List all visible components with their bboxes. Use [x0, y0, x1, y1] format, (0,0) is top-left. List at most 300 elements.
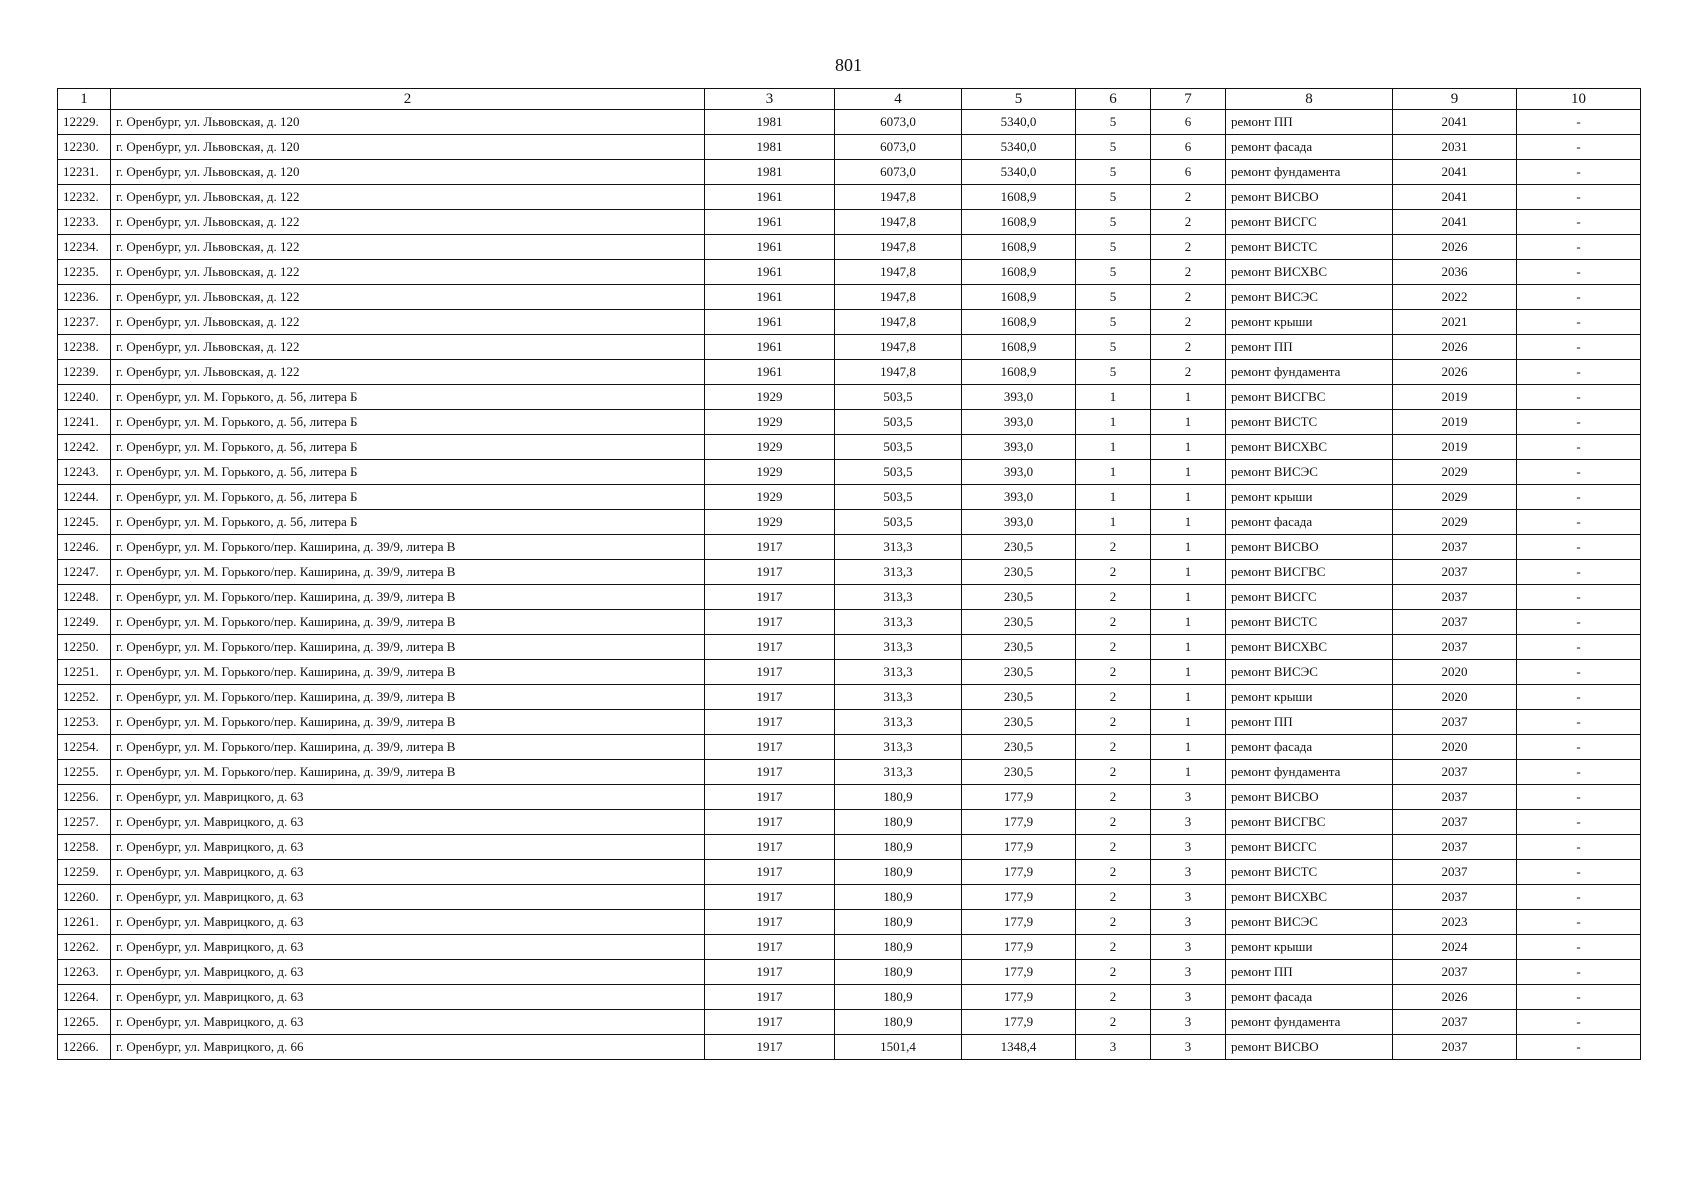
cell-year-built: 1917: [705, 710, 835, 735]
cell-notes: -: [1517, 910, 1641, 935]
cell-row-number: 12230.: [58, 135, 111, 160]
cell-year-built: 1917: [705, 910, 835, 935]
cell-year-built: 1917: [705, 960, 835, 985]
cell-entrances: 6: [1151, 160, 1226, 185]
cell-floors: 2: [1076, 560, 1151, 585]
cell-address: г. Оренбург, ул. Маврицкого, д. 63: [111, 1010, 705, 1035]
cell-total-area: 180,9: [835, 1010, 962, 1035]
cell-row-number: 12237.: [58, 310, 111, 335]
cell-total-area: 180,9: [835, 935, 962, 960]
cell-work-type: ремонт крыши: [1226, 310, 1393, 335]
cell-work-type: ремонт ПП: [1226, 710, 1393, 735]
cell-notes: -: [1517, 360, 1641, 385]
cell-total-area: 180,9: [835, 910, 962, 935]
cell-planned-year: 2037: [1393, 785, 1517, 810]
table-row: [58, 410, 1641, 435]
cell-planned-year: 2037: [1393, 960, 1517, 985]
cell-total-area: 503,5: [835, 510, 962, 535]
cell-row-number: 12229.: [58, 110, 111, 135]
cell-floors: 2: [1076, 760, 1151, 785]
cell-total-area: 180,9: [835, 885, 962, 910]
cell-planned-year: 2037: [1393, 1035, 1517, 1060]
table-row: [58, 835, 1641, 860]
table-row: [58, 985, 1641, 1010]
cell-floors: 2: [1076, 960, 1151, 985]
cell-work-type: ремонт ВИСТС: [1226, 235, 1393, 260]
cell-row-number: 12250.: [58, 635, 111, 660]
cell-row-number: 12236.: [58, 285, 111, 310]
cell-work-type: ремонт ВИСЭС: [1226, 910, 1393, 935]
cell-total-area: 313,3: [835, 560, 962, 585]
table-row: [58, 360, 1641, 385]
cell-notes: -: [1517, 785, 1641, 810]
cell-row-number: 12255.: [58, 760, 111, 785]
table-row: [58, 335, 1641, 360]
cell-year-built: 1917: [705, 785, 835, 810]
cell-address: г. Оренбург, ул. М. Горького/пер. Каширина, д. 39/9, литера В: [111, 560, 705, 585]
cell-living-area: 1608,9: [962, 360, 1076, 385]
cell-address: г. Оренбург, ул. Маврицкого, д. 63: [111, 935, 705, 960]
cell-address: г. Оренбург, ул. М. Горького, д. 5б, литера Б: [111, 460, 705, 485]
cell-total-area: 6073,0: [835, 135, 962, 160]
cell-planned-year: 2019: [1393, 410, 1517, 435]
cell-address: г. Оренбург, ул. Маврицкого, д. 63: [111, 835, 705, 860]
cell-row-number: 12265.: [58, 1010, 111, 1035]
cell-floors: 5: [1076, 110, 1151, 135]
cell-floors: 1: [1076, 460, 1151, 485]
cell-entrances: 2: [1151, 235, 1226, 260]
cell-notes: -: [1517, 160, 1641, 185]
cell-planned-year: 2020: [1393, 660, 1517, 685]
cell-total-area: 1947,8: [835, 310, 962, 335]
cell-total-area: 180,9: [835, 810, 962, 835]
cell-living-area: 230,5: [962, 635, 1076, 660]
table-row: [58, 735, 1641, 760]
cell-total-area: 503,5: [835, 460, 962, 485]
cell-planned-year: 2037: [1393, 860, 1517, 885]
cell-year-built: 1961: [705, 185, 835, 210]
cell-entrances: 1: [1151, 710, 1226, 735]
cell-total-area: 180,9: [835, 985, 962, 1010]
cell-total-area: 1947,8: [835, 235, 962, 260]
cell-planned-year: 2037: [1393, 1010, 1517, 1035]
cell-work-type: ремонт крыши: [1226, 685, 1393, 710]
table-row: [58, 810, 1641, 835]
cell-work-type: ремонт ВИСЭС: [1226, 460, 1393, 485]
cell-entrances: 2: [1151, 335, 1226, 360]
cell-floors: 5: [1076, 335, 1151, 360]
cell-living-area: 177,9: [962, 835, 1076, 860]
page-number: 801: [835, 55, 862, 75]
cell-row-number: 12253.: [58, 710, 111, 735]
cell-floors: 2: [1076, 935, 1151, 960]
cell-floors: 2: [1076, 910, 1151, 935]
cell-entrances: 1: [1151, 535, 1226, 560]
cell-address: г. Оренбург, ул. Львовская, д. 122: [111, 185, 705, 210]
cell-living-area: 177,9: [962, 810, 1076, 835]
cell-address: г. Оренбург, ул. М. Горького/пер. Каширина, д. 39/9, литера В: [111, 710, 705, 735]
cell-floors: 2: [1076, 860, 1151, 885]
cell-work-type: ремонт фундамента: [1226, 760, 1393, 785]
cell-planned-year: 2041: [1393, 110, 1517, 135]
cell-address: г. Оренбург, ул. М. Горького/пер. Каширина, д. 39/9, литера В: [111, 760, 705, 785]
cell-planned-year: 2024: [1393, 935, 1517, 960]
cell-total-area: 180,9: [835, 835, 962, 860]
cell-year-built: 1917: [705, 660, 835, 685]
cell-floors: 5: [1076, 260, 1151, 285]
column-header-9: 9: [1393, 89, 1517, 110]
cell-floors: 2: [1076, 535, 1151, 560]
table-row: [58, 610, 1641, 635]
cell-row-number: 12259.: [58, 860, 111, 885]
cell-total-area: 180,9: [835, 785, 962, 810]
cell-row-number: 12256.: [58, 785, 111, 810]
cell-address: г. Оренбург, ул. Маврицкого, д. 63: [111, 810, 705, 835]
cell-planned-year: 2037: [1393, 885, 1517, 910]
cell-address: г. Оренбург, ул. М. Горького/пер. Каширина, д. 39/9, литера В: [111, 610, 705, 635]
cell-living-area: 230,5: [962, 610, 1076, 635]
cell-address: г. Оренбург, ул. Львовская, д. 120: [111, 160, 705, 185]
cell-notes: -: [1517, 410, 1641, 435]
cell-address: г. Оренбург, ул. М. Горького, д. 5б, литера Б: [111, 485, 705, 510]
cell-address: г. Оренбург, ул. Маврицкого, д. 63: [111, 860, 705, 885]
table-row: [58, 1010, 1641, 1035]
cell-row-number: 12258.: [58, 835, 111, 860]
cell-total-area: 313,3: [835, 660, 962, 685]
cell-total-area: 180,9: [835, 860, 962, 885]
cell-address: г. Оренбург, ул. Маврицкого, д. 66: [111, 1035, 705, 1060]
cell-entrances: 2: [1151, 185, 1226, 210]
cell-planned-year: 2037: [1393, 760, 1517, 785]
cell-living-area: 393,0: [962, 385, 1076, 410]
table-row: [58, 935, 1641, 960]
cell-planned-year: 2037: [1393, 635, 1517, 660]
column-header-1: 1: [58, 89, 111, 110]
cell-living-area: 177,9: [962, 985, 1076, 1010]
table-row: [58, 635, 1641, 660]
cell-living-area: 230,5: [962, 585, 1076, 610]
cell-living-area: 393,0: [962, 510, 1076, 535]
cell-year-built: 1917: [705, 985, 835, 1010]
cell-notes: -: [1517, 835, 1641, 860]
cell-entrances: 3: [1151, 985, 1226, 1010]
cell-address: г. Оренбург, ул. Маврицкого, д. 63: [111, 910, 705, 935]
cell-notes: -: [1517, 1035, 1641, 1060]
cell-living-area: 393,0: [962, 460, 1076, 485]
cell-notes: -: [1517, 710, 1641, 735]
cell-work-type: ремонт ВИСВО: [1226, 185, 1393, 210]
cell-address: г. Оренбург, ул. М. Горького/пер. Каширина, д. 39/9, литера В: [111, 685, 705, 710]
cell-address: г. Оренбург, ул. М. Горького/пер. Каширина, д. 39/9, литера В: [111, 635, 705, 660]
cell-work-type: ремонт ПП: [1226, 960, 1393, 985]
cell-row-number: 12238.: [58, 335, 111, 360]
table-row: [58, 385, 1641, 410]
cell-year-built: 1917: [705, 760, 835, 785]
column-header-2: 2: [111, 89, 705, 110]
cell-living-area: 5340,0: [962, 160, 1076, 185]
cell-year-built: 1917: [705, 810, 835, 835]
cell-living-area: 393,0: [962, 410, 1076, 435]
cell-year-built: 1917: [705, 535, 835, 560]
cell-total-area: 1947,8: [835, 285, 962, 310]
cell-notes: -: [1517, 985, 1641, 1010]
cell-notes: -: [1517, 485, 1641, 510]
cell-floors: 2: [1076, 660, 1151, 685]
cell-planned-year: 2041: [1393, 185, 1517, 210]
cell-entrances: 2: [1151, 360, 1226, 385]
cell-floors: 2: [1076, 685, 1151, 710]
cell-address: г. Оренбург, ул. Львовская, д. 122: [111, 310, 705, 335]
cell-planned-year: 2020: [1393, 685, 1517, 710]
cell-floors: 2: [1076, 1010, 1151, 1035]
cell-total-area: 503,5: [835, 410, 962, 435]
cell-year-built: 1917: [705, 610, 835, 635]
cell-planned-year: 2041: [1393, 160, 1517, 185]
column-header-4: 4: [835, 89, 962, 110]
cell-entrances: 2: [1151, 260, 1226, 285]
cell-year-built: 1961: [705, 285, 835, 310]
cell-living-area: 393,0: [962, 485, 1076, 510]
cell-notes: -: [1517, 385, 1641, 410]
cell-floors: 1: [1076, 485, 1151, 510]
cell-year-built: 1929: [705, 485, 835, 510]
cell-year-built: 1917: [705, 635, 835, 660]
cell-row-number: 12232.: [58, 185, 111, 210]
cell-notes: -: [1517, 860, 1641, 885]
cell-total-area: 313,3: [835, 760, 962, 785]
cell-work-type: ремонт ПП: [1226, 110, 1393, 135]
table-row: [58, 535, 1641, 560]
cell-notes: -: [1517, 660, 1641, 685]
cell-work-type: ремонт крыши: [1226, 935, 1393, 960]
cell-living-area: 177,9: [962, 860, 1076, 885]
cell-row-number: 12241.: [58, 410, 111, 435]
cell-notes: -: [1517, 885, 1641, 910]
cell-entrances: 3: [1151, 860, 1226, 885]
cell-living-area: 1608,9: [962, 285, 1076, 310]
cell-notes: -: [1517, 310, 1641, 335]
cell-notes: -: [1517, 110, 1641, 135]
cell-row-number: 12239.: [58, 360, 111, 385]
cell-total-area: 313,3: [835, 635, 962, 660]
cell-work-type: ремонт фундамента: [1226, 360, 1393, 385]
cell-planned-year: 2029: [1393, 485, 1517, 510]
cell-work-type: ремонт ВИСВО: [1226, 1035, 1393, 1060]
cell-work-type: ремонт ВИСВО: [1226, 535, 1393, 560]
cell-planned-year: 2037: [1393, 810, 1517, 835]
cell-total-area: 6073,0: [835, 110, 962, 135]
cell-row-number: 12248.: [58, 585, 111, 610]
cell-total-area: 313,3: [835, 535, 962, 560]
cell-address: г. Оренбург, ул. Львовская, д. 120: [111, 135, 705, 160]
cell-living-area: 230,5: [962, 685, 1076, 710]
cell-address: г. Оренбург, ул. М. Горького, д. 5б, литера Б: [111, 510, 705, 535]
cell-living-area: 393,0: [962, 435, 1076, 460]
cell-work-type: ремонт ПП: [1226, 335, 1393, 360]
cell-living-area: 230,5: [962, 560, 1076, 585]
cell-row-number: 12244.: [58, 485, 111, 510]
cell-planned-year: 2023: [1393, 910, 1517, 935]
cell-work-type: ремонт ВИСТС: [1226, 610, 1393, 635]
cell-floors: 2: [1076, 610, 1151, 635]
table-row: [58, 1035, 1641, 1060]
cell-work-type: ремонт ВИСВО: [1226, 785, 1393, 810]
cell-row-number: 12260.: [58, 885, 111, 910]
cell-entrances: 3: [1151, 960, 1226, 985]
cell-planned-year: 2022: [1393, 285, 1517, 310]
column-header-10: 10: [1517, 89, 1641, 110]
cell-work-type: ремонт фасада: [1226, 510, 1393, 535]
cell-entrances: 3: [1151, 935, 1226, 960]
cell-living-area: 177,9: [962, 935, 1076, 960]
cell-living-area: 177,9: [962, 785, 1076, 810]
cell-work-type: ремонт ВИСХВС: [1226, 635, 1393, 660]
cell-row-number: 12252.: [58, 685, 111, 710]
cell-row-number: 12254.: [58, 735, 111, 760]
cell-year-built: 1981: [705, 160, 835, 185]
cell-notes: -: [1517, 535, 1641, 560]
cell-floors: 2: [1076, 835, 1151, 860]
cell-entrances: 3: [1151, 885, 1226, 910]
cell-year-built: 1917: [705, 1035, 835, 1060]
cell-total-area: 1947,8: [835, 360, 962, 385]
cell-notes: -: [1517, 685, 1641, 710]
cell-floors: 5: [1076, 285, 1151, 310]
cell-floors: 5: [1076, 135, 1151, 160]
cell-living-area: 230,5: [962, 710, 1076, 735]
cell-work-type: ремонт ВИСХВС: [1226, 885, 1393, 910]
cell-total-area: 1947,8: [835, 335, 962, 360]
cell-notes: -: [1517, 210, 1641, 235]
cell-work-type: ремонт ВИСГВС: [1226, 560, 1393, 585]
table-row: [58, 685, 1641, 710]
cell-row-number: 12242.: [58, 435, 111, 460]
cell-living-area: 230,5: [962, 735, 1076, 760]
cell-living-area: 1608,9: [962, 310, 1076, 335]
cell-address: г. Оренбург, ул. Львовская, д. 122: [111, 360, 705, 385]
cell-floors: 5: [1076, 360, 1151, 385]
cell-address: г. Оренбург, ул. М. Горького, д. 5б, литера Б: [111, 435, 705, 460]
cell-total-area: 1947,8: [835, 185, 962, 210]
table-row: [58, 210, 1641, 235]
cell-planned-year: 2021: [1393, 310, 1517, 335]
cell-row-number: 12235.: [58, 260, 111, 285]
cell-work-type: ремонт крыши: [1226, 485, 1393, 510]
table-row: [58, 435, 1641, 460]
cell-work-type: ремонт ВИСХВС: [1226, 435, 1393, 460]
cell-work-type: ремонт ВИСГС: [1226, 585, 1393, 610]
cell-notes: -: [1517, 510, 1641, 535]
cell-address: г. Оренбург, ул. Львовская, д. 122: [111, 235, 705, 260]
cell-year-built: 1929: [705, 410, 835, 435]
cell-year-built: 1961: [705, 310, 835, 335]
cell-year-built: 1981: [705, 110, 835, 135]
cell-notes: -: [1517, 135, 1641, 160]
cell-work-type: ремонт ВИСЭС: [1226, 660, 1393, 685]
cell-notes: -: [1517, 460, 1641, 485]
cell-total-area: 503,5: [835, 485, 962, 510]
cell-entrances: 3: [1151, 1035, 1226, 1060]
cell-year-built: 1961: [705, 260, 835, 285]
cell-entrances: 1: [1151, 410, 1226, 435]
cell-address: г. Оренбург, ул. Львовская, д. 122: [111, 210, 705, 235]
table-row: [58, 710, 1641, 735]
cell-planned-year: 2020: [1393, 735, 1517, 760]
table-row: [58, 285, 1641, 310]
cell-year-built: 1961: [705, 360, 835, 385]
cell-address: г. Оренбург, ул. М. Горького/пер. Каширина, д. 39/9, литера В: [111, 535, 705, 560]
cell-living-area: 177,9: [962, 885, 1076, 910]
table-row: [58, 885, 1641, 910]
cell-year-built: 1961: [705, 210, 835, 235]
cell-planned-year: 2037: [1393, 835, 1517, 860]
cell-year-built: 1917: [705, 585, 835, 610]
table-row: [58, 235, 1641, 260]
cell-work-type: ремонт ВИСТС: [1226, 410, 1393, 435]
cell-entrances: 2: [1151, 210, 1226, 235]
cell-address: г. Оренбург, ул. М. Горького, д. 5б, литера Б: [111, 410, 705, 435]
table-row: [58, 485, 1641, 510]
cell-entrances: 1: [1151, 635, 1226, 660]
cell-address: г. Оренбург, ул. М. Горького/пер. Каширина, д. 39/9, литера В: [111, 660, 705, 685]
cell-floors: 5: [1076, 235, 1151, 260]
cell-row-number: 12261.: [58, 910, 111, 935]
cell-planned-year: 2037: [1393, 710, 1517, 735]
cell-floors: 1: [1076, 410, 1151, 435]
cell-floors: 1: [1076, 510, 1151, 535]
table-row: [58, 560, 1641, 585]
cell-floors: 1: [1076, 435, 1151, 460]
cell-work-type: ремонт ВИСГВС: [1226, 810, 1393, 835]
cell-entrances: 2: [1151, 310, 1226, 335]
table-row: [58, 310, 1641, 335]
cell-year-built: 1917: [705, 935, 835, 960]
cell-living-area: 230,5: [962, 760, 1076, 785]
cell-year-built: 1917: [705, 1010, 835, 1035]
cell-total-area: 1947,8: [835, 260, 962, 285]
cell-address: г. Оренбург, ул. М. Горького/пер. Каширина, д. 39/9, литера В: [111, 585, 705, 610]
column-header-7: 7: [1151, 89, 1226, 110]
cell-floors: 2: [1076, 585, 1151, 610]
cell-row-number: 12251.: [58, 660, 111, 685]
cell-planned-year: 2029: [1393, 460, 1517, 485]
cell-floors: 5: [1076, 210, 1151, 235]
cell-notes: -: [1517, 810, 1641, 835]
cell-work-type: ремонт ВИСТС: [1226, 860, 1393, 885]
cell-living-area: 1608,9: [962, 335, 1076, 360]
cell-living-area: 1608,9: [962, 235, 1076, 260]
cell-entrances: 1: [1151, 610, 1226, 635]
cell-planned-year: 2029: [1393, 510, 1517, 535]
cell-entrances: 3: [1151, 785, 1226, 810]
cell-address: г. Оренбург, ул. Львовская, д. 122: [111, 285, 705, 310]
cell-planned-year: 2036: [1393, 260, 1517, 285]
cell-work-type: ремонт ВИСЭС: [1226, 285, 1393, 310]
cell-address: г. Оренбург, ул. Маврицкого, д. 63: [111, 985, 705, 1010]
cell-work-type: ремонт ВИСГВС: [1226, 385, 1393, 410]
cell-entrances: 1: [1151, 385, 1226, 410]
cell-floors: 5: [1076, 310, 1151, 335]
cell-year-built: 1961: [705, 235, 835, 260]
cell-address: г. Оренбург, ул. Львовская, д. 122: [111, 260, 705, 285]
table-row: [58, 135, 1641, 160]
table-row: [58, 960, 1641, 985]
cell-year-built: 1929: [705, 385, 835, 410]
cell-entrances: 1: [1151, 735, 1226, 760]
cell-year-built: 1929: [705, 460, 835, 485]
cell-year-built: 1917: [705, 885, 835, 910]
table-row: [58, 785, 1641, 810]
